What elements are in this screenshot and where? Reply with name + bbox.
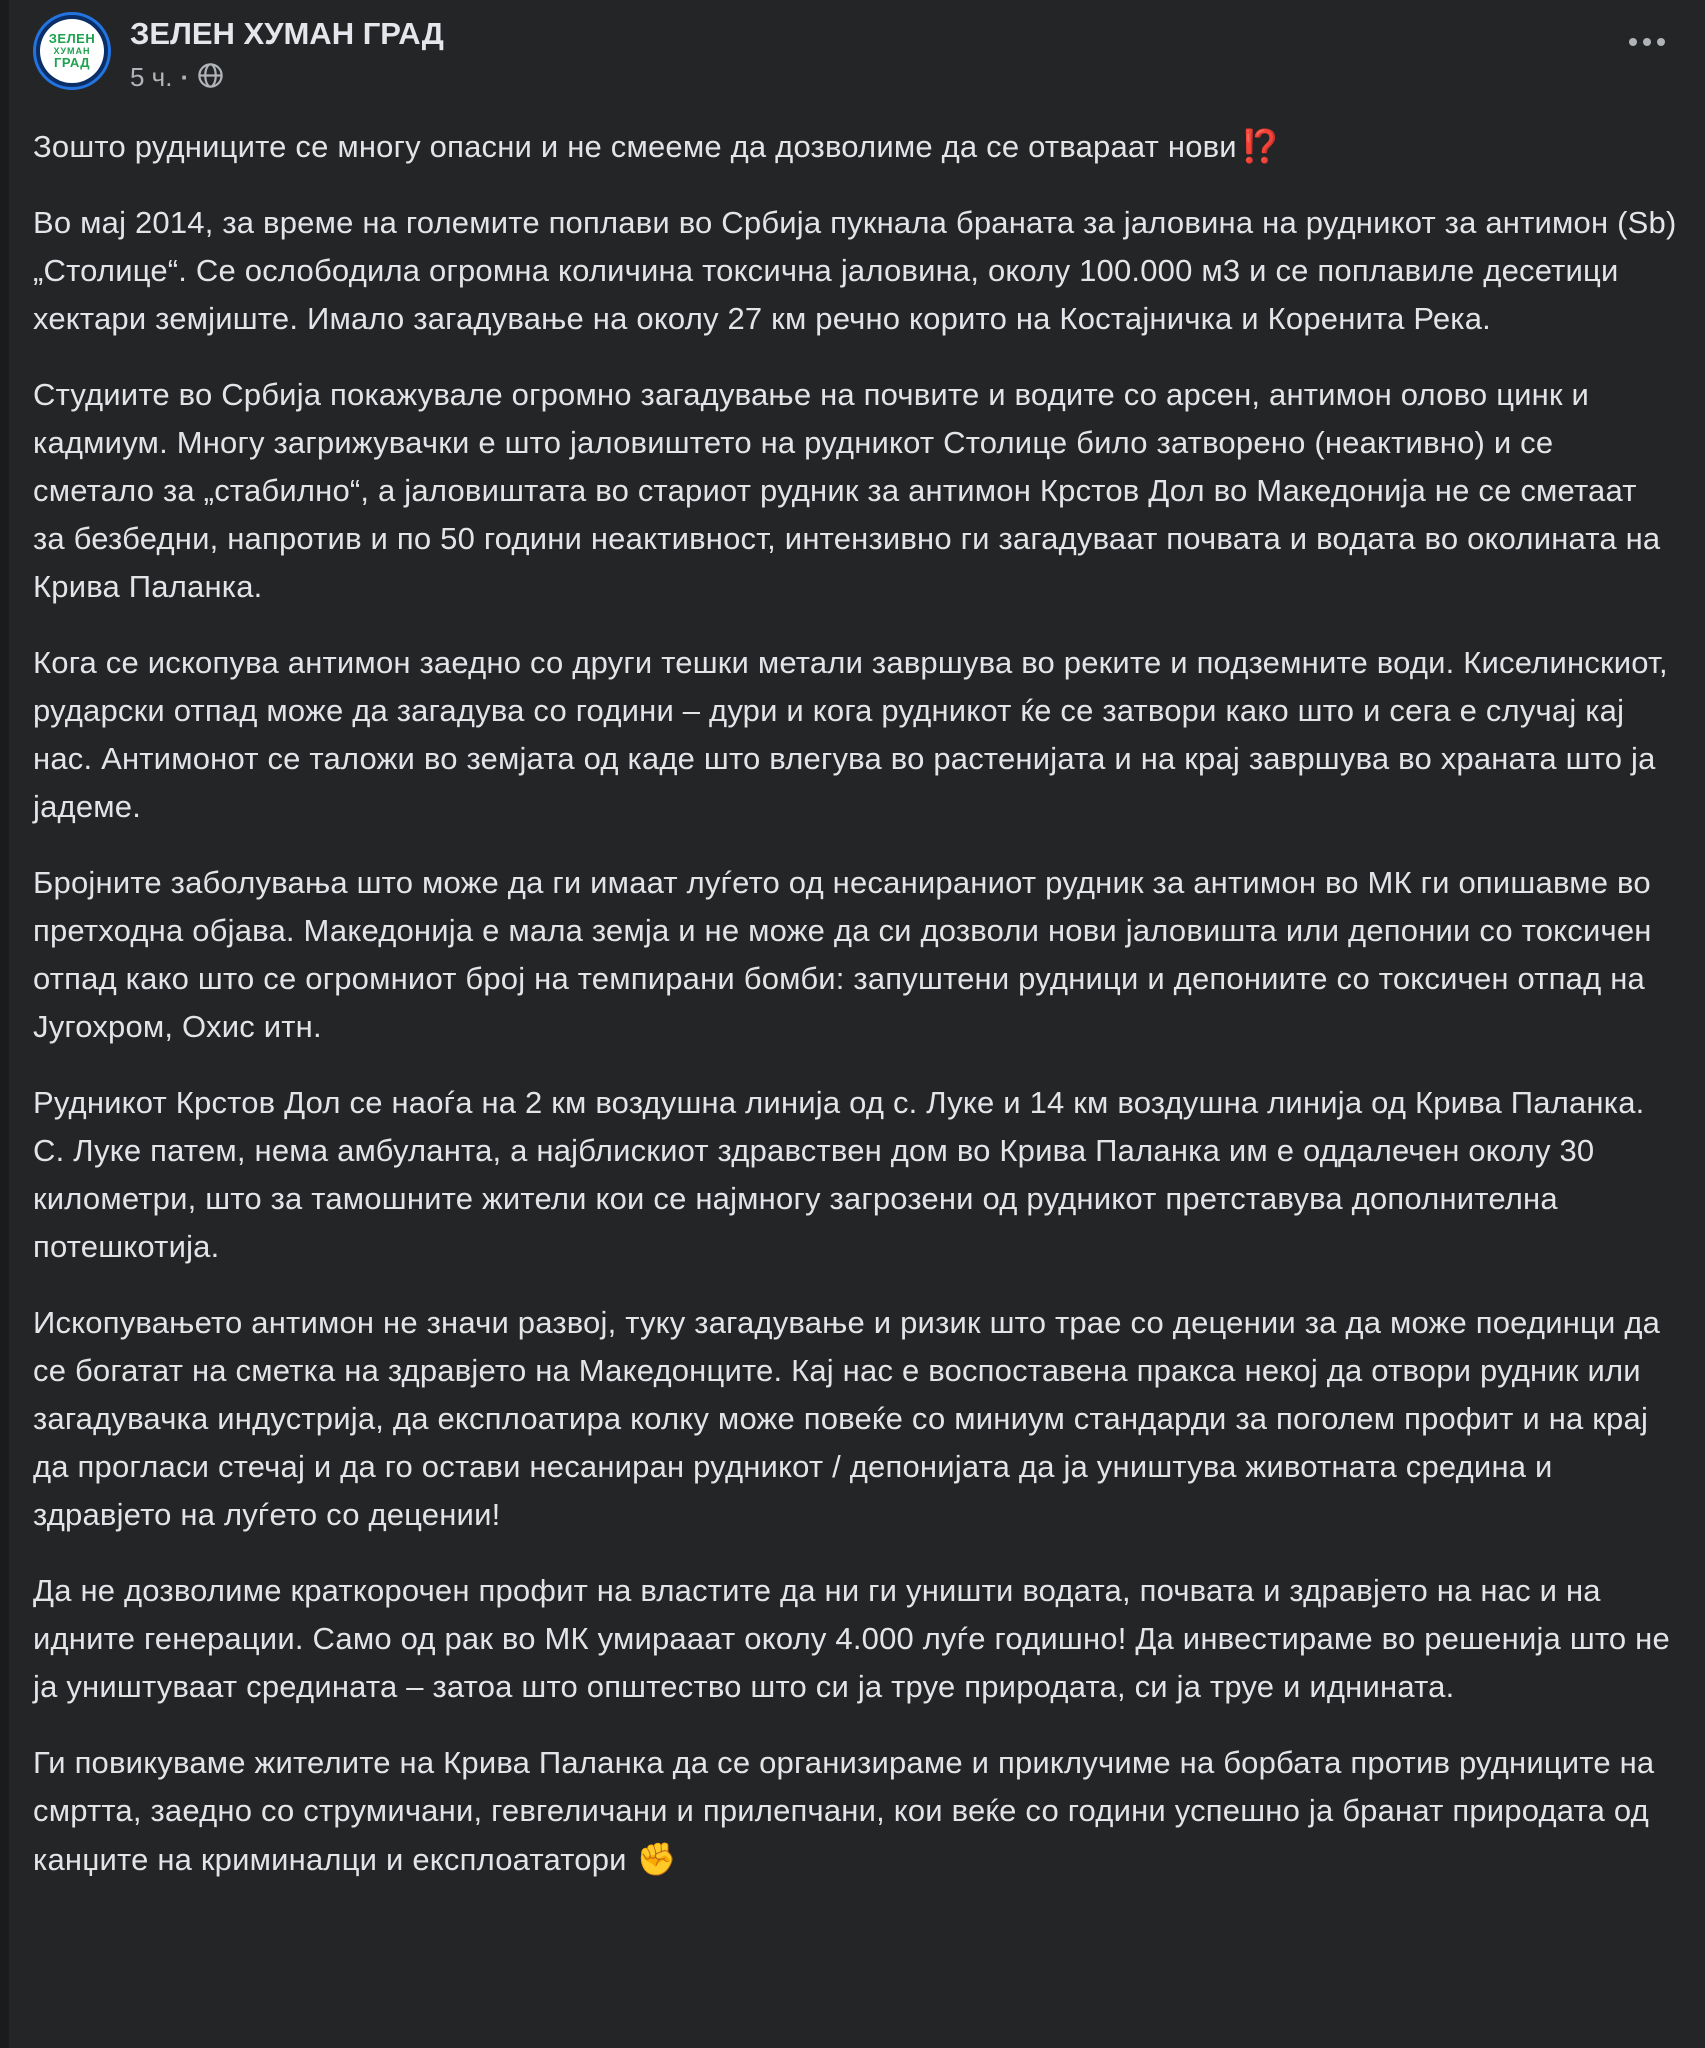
post-timestamp[interactable]: 5 ч. [130, 62, 173, 92]
paragraph-text: Да не дозволиме краткорочен профит на властите да ни ги уништи водата, почвата и здравјето на нас и на идните генерации. Само од рак во МК умирааат околу 4.000 луѓе годишно! Да инвестираме во решенија што не ја уништуваат средината – затоа што општество што си ја труе природата, си ја труе и иднината. [33, 1573, 1670, 1704]
logo-line-1: ЗЕЛЕН [48, 31, 96, 46]
window-left-edge [0, 0, 9, 2048]
logo-line-3: ГРАД [53, 55, 91, 70]
paragraph-text: Кога се ископува антимон заедно со други тешки метали завршува во реките и подземните води. Киселинскиот, рударски отпад може да загадува со години – дури и кога рудникот ќе се затвори како што и сега е случај кај нас. Антимонот се таложи во земјата од каде што влегува во растенијата и на крај завршува во храната што ја јадеме. [33, 645, 1668, 824]
post-paragraph [33, 1567, 1677, 1711]
page-avatar[interactable] [33, 12, 111, 90]
globe-privacy-icon [197, 62, 224, 94]
post-paragraph [33, 639, 1677, 831]
post-meta [130, 60, 1619, 94]
paragraph-text: Бројните заболувања што може да ги имаат луѓето од несанираниот рудник за антимон во МК ги опишавме во претходна објава. Македонија е мала земја и не може да си дозволи нови јаловишта или депонии со токсичен отпад како што се огромниот број на темпирани бомби: запуштени рудници и депониите со токсичен отпад на Југохром, Охис итн. [33, 865, 1652, 1044]
page-name-link[interactable]: ЗЕЛЕН ХУМАН ГРАД [130, 16, 444, 51]
paragraph-text: Во мај 2014, за време на големите поплави во Србија пукнала браната за јаловина на рудникот за антимон (Sb) „Столице“. Се ослободила огромна количина токсична јаловина, околу 100.000 м3 и се поплавиле десетици хектари земјиште. Имало загадување на околу 27 км речно корито на Костајничка и Коренита Река. [33, 205, 1677, 336]
paragraph-text: Ги повикуваме жителите на Крива Паланка да се организираме и приклучиме на борбата против рудниците на смртта, заедно со струмичани, гевгеличани и прилепчани, кои веќе со години успешно ја бранат природата од канџите на криминалци и експлоататори [33, 1745, 1655, 1877]
meta-separator: · [180, 62, 190, 92]
post-paragraph [33, 199, 1677, 343]
ellipsis-icon [1629, 38, 1637, 46]
post-header [0, 0, 1705, 94]
post-header-text [130, 12, 1619, 94]
post-paragraph [33, 1299, 1677, 1539]
paragraph-text: Зошто рудниците се многу опасни и не смееме да дозволиме да се отвараат нови [33, 129, 1237, 164]
raised-fist-emoji: ✊ [636, 1841, 677, 1877]
paragraph-text: Ископувањето антимон не значи развој, туку загадување и ризик што трае со децении за да може поединци да се богатат на сметка на здравјето на Македонците. Кај нас е воспоставена пракса некој да отвори рудник или загадувачка индустрија, да експлоатира колку може повеќе со миниум стандарди за поголем профит и на крај да прогласи стечај и да го остави несаниран рудникот / депонијата да ја уништува животната средина и здравјето на луѓето со децении! [33, 1305, 1661, 1532]
post-options-button[interactable] [1619, 20, 1675, 64]
post-paragraph [33, 1079, 1677, 1271]
exclamation-question-emoji: ⁉️ [1240, 128, 1281, 164]
post-body [0, 122, 1705, 1914]
paragraph-text: Рудникот Крстов Дол се наоѓа на 2 км воздушна линија од с. Луке и 14 км воздушна линија од Крива Паланка. С. Луке патем, нема амбуланта, а најблискиот здравствен дом во Крива Паланка им е оддалечен околу 30 километри, што за тамошните жители кои се најмногу загрозени од рудникот претставува дополнителна потешкотија. [33, 1085, 1645, 1264]
paragraph-text: Студиите во Србија покажувале огромно загадување на почвите и водите со арсен, антимон олово цинк и кадмиум. Многу загрижувачки е што јаловиштето на рудникот Столице било затворено (неактивно) и се сметало за „стабилно“, а јаловиштата во стариот рудник за антимон Крстов Дол во Македонија не се сметаат за безбедни, напротив и по 50 години неактивност, интензивно ги загадуваат почвата и водата во околината на Крива Паланка. [33, 377, 1661, 604]
post-paragraph [33, 371, 1677, 611]
page-logo [40, 19, 104, 83]
logo-line-2: ХУМАН [53, 46, 91, 56]
post-paragraph [33, 122, 1677, 171]
post-paragraph [33, 859, 1677, 1051]
post-paragraph [33, 1739, 1677, 1884]
